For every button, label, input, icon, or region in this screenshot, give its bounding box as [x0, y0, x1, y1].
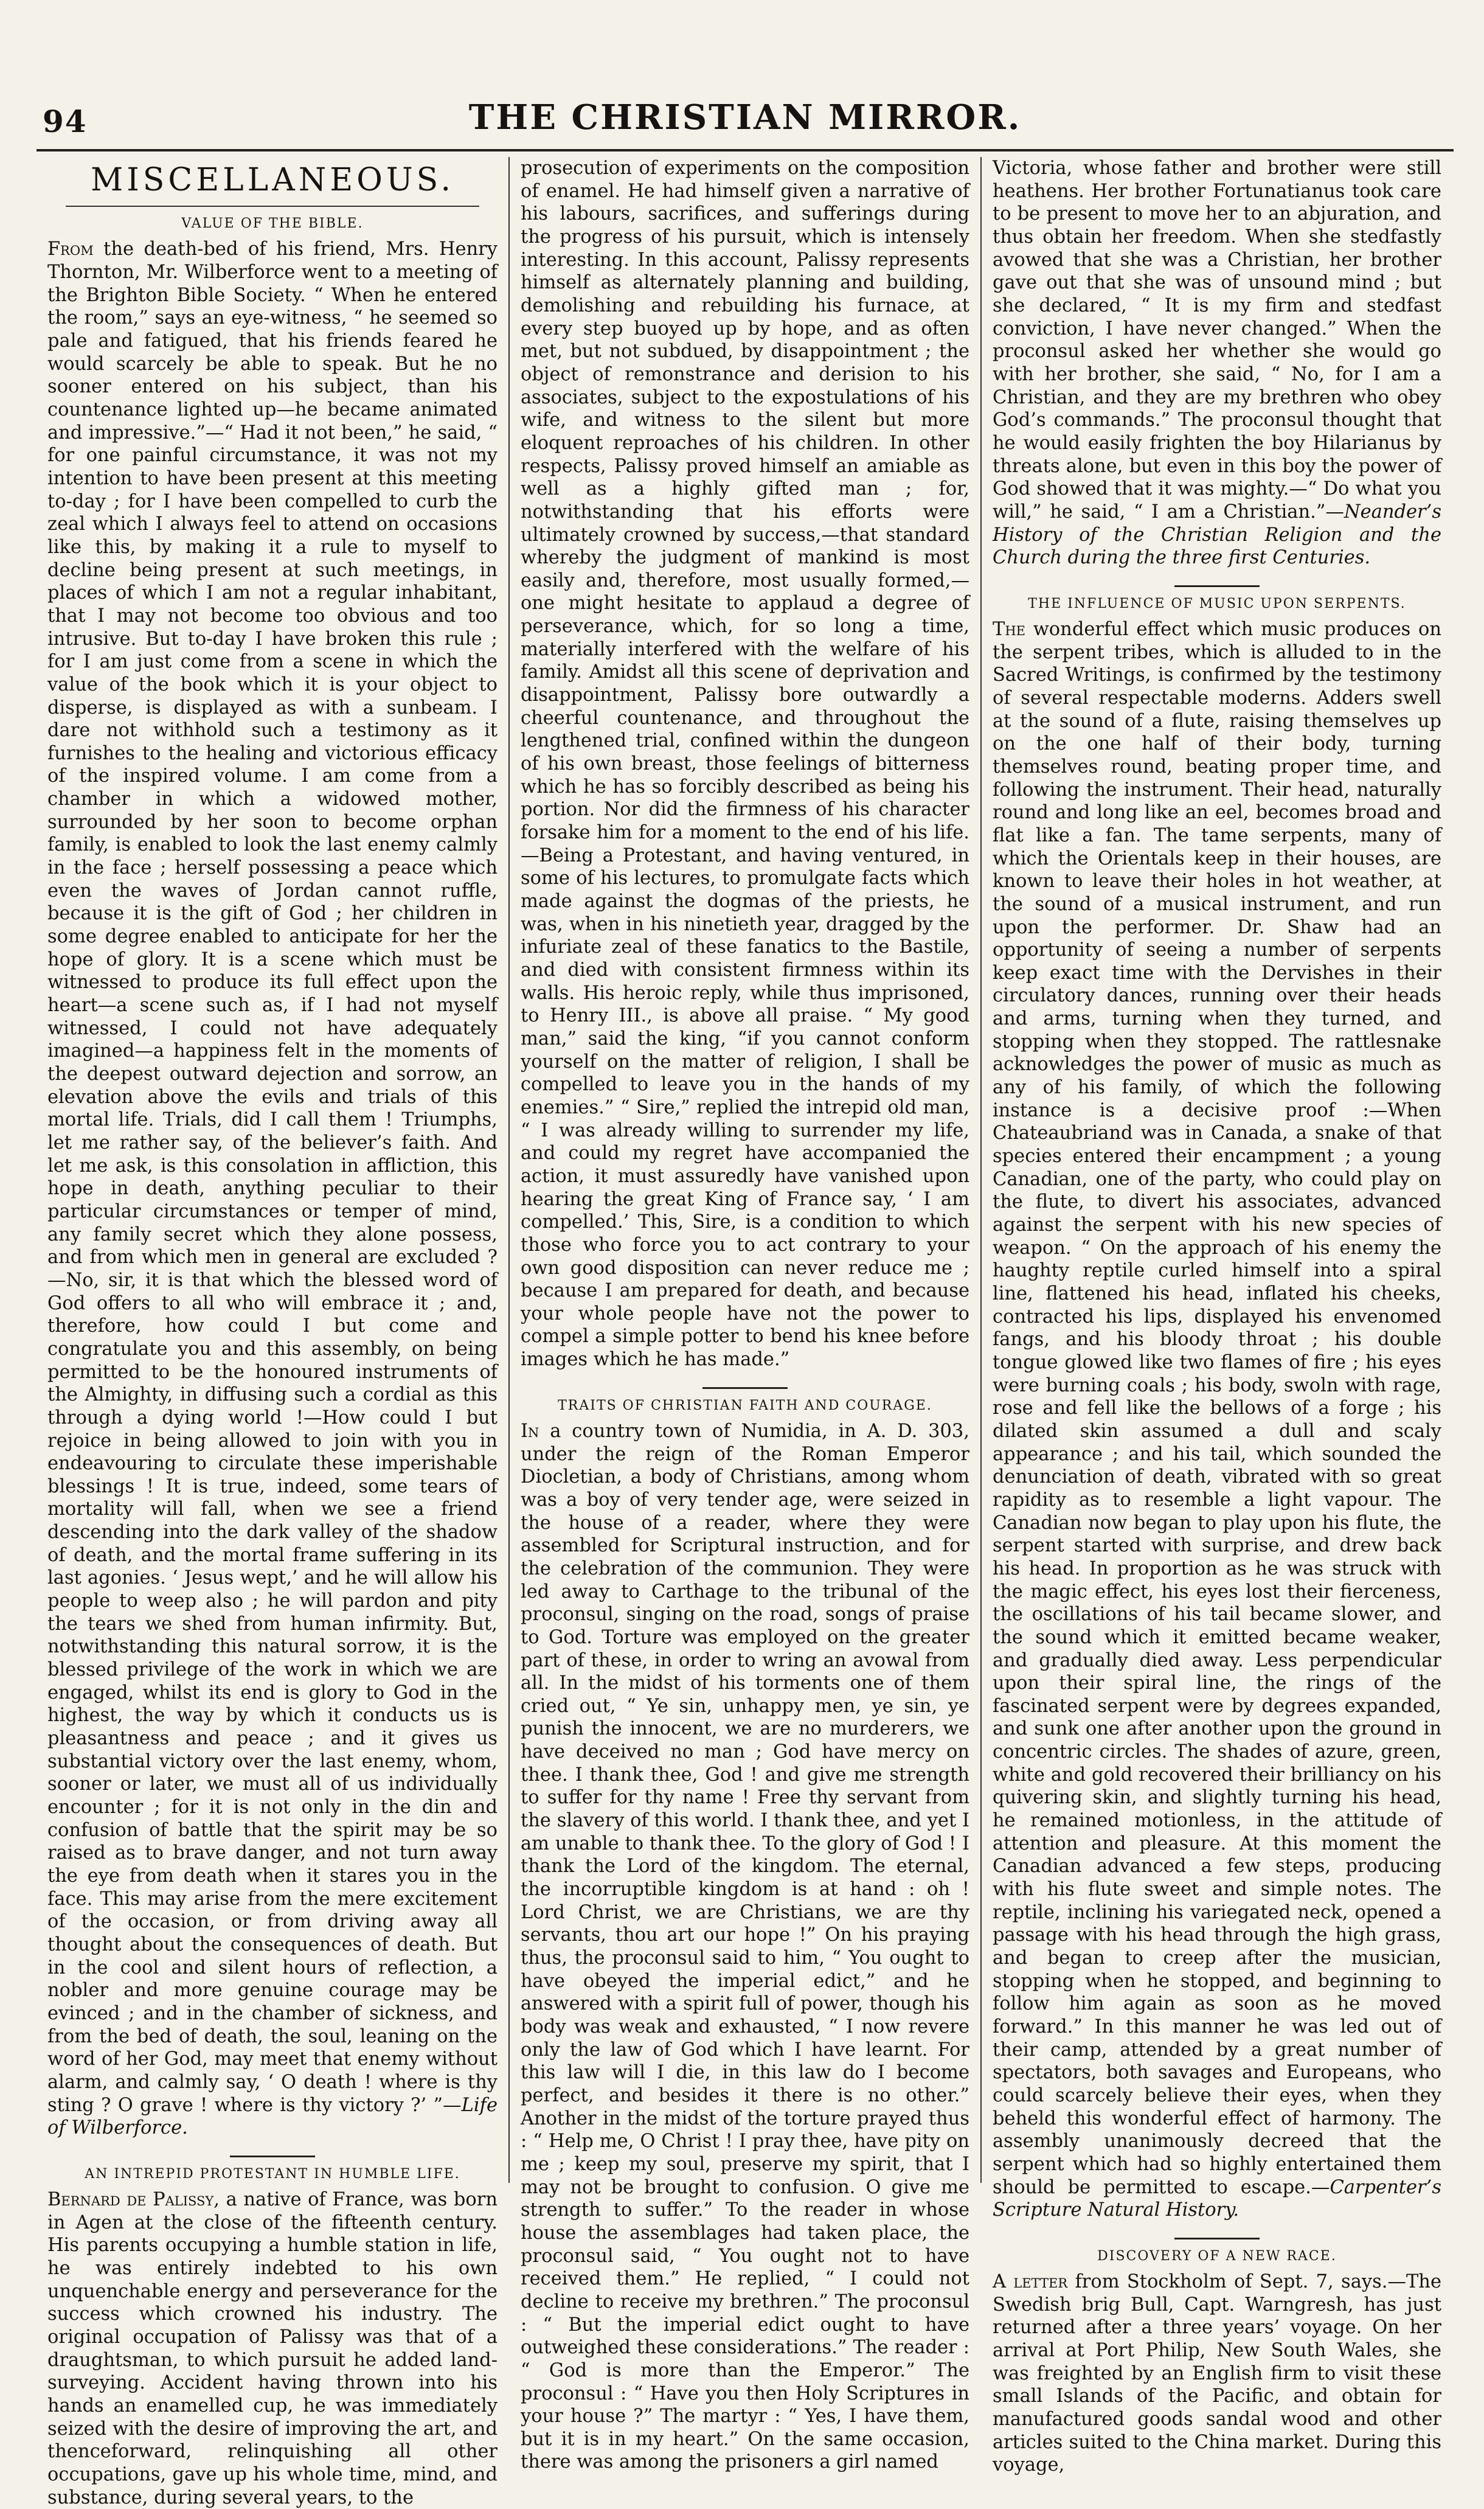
page-number: 94: [43, 103, 88, 139]
article-body-intrepid-protestant: [47, 2188, 498, 2509]
section-rule: [66, 206, 479, 207]
article-title-traits-of-faith: TRAITS OF CHRISTIAN FAITH AND COURAGE.: [558, 1397, 932, 1413]
article-body-traits-of-faith: [521, 1420, 969, 2474]
column-1: [36, 157, 508, 2508]
article-opening: From: [47, 238, 94, 260]
article-divider: [702, 1387, 788, 1389]
column-2: [508, 157, 980, 2473]
newspaper-columns: [36, 157, 1454, 2508]
page-header: [36, 91, 1454, 146]
article-body-value-of-bible: [47, 238, 498, 2139]
article-opening: The: [993, 618, 1025, 640]
article-text: a native of France, was born in Agen at the close of the fifteenth century. His parents occupying a humble station in life, he was entirely indebted to his own unquenchable energy and perseverance for the success which crowned his industry. The original occupation of Palissy was that of a draughtsman, to which pursuit he added land-surveying. Accident having thrown into his hands an enamelled cup, he was immediately seized with the desire of improving the art, and thenceforward, relinquishing all other occupations, gave up his whole time, mind, and substance, during several years, to the: [47, 2189, 498, 2508]
header-rule: [36, 149, 1454, 151]
article-continued-palissy: prosecution of experiments on the composition of enamel. He had himself given a narrative of his labours, sacrifices, and sufferings during the progress of his pursuit, which is intensely interesting. In this account, Palissy represents himself as alternately planning and building, demolishing and rebuilding his furnace, at every step buoyed up by hope, and as often met, but not subdued, by disappointment ; the object of remonstrance and derision to his associates, subject to the expostulations of his wife, and witness to the silent but more eloquent reproaches of his children. In other respects, Palissy proved himself an amiable as well as a highly gifted man ; for, notwithstanding that his efforts were ultimately crowned by success,—that standard whereby the judgment of mankind is most easily and, therefore, most usually formed,—one might hesitate to applaud a degree of perseverance, which, for so long a time, materially interfered with the welfare of his family. Amidst all this scene of deprivation and disappointment, Palissy bore outwardly a cheerful countenance, and throughout the lengthened trial, confined within the dungeon of his own breast, those feelings of bitterness which he has so forcibly described as being his portion. Nor did the firmness of his character forsake him for a moment to the end of his life.—Being a Protestant, and having ventured, in some of his lectures, to promulgate facts which made against the dogmas of the priests, he was, when in his ninetieth year, dragged by the infuriate zeal of these fanatics to the Bastile, and died with consistent firmness within its walls. His heroic reply, while thus imprisoned, to Henry III., is above all praise. “ My good man,” said the king, “if you cannot conform yourself on the matter of religion, I shall be compelled to leave you in the hands of my enemies.” “ Sire,” replied the intrepid old man, “ I was already willing to surrender my life, and could my regret have accompanied the action, it must assuredly have vanished upon hearing the great King of France say, ‘ I am compelled.’ This, Sire, is a condition to which those who force you to act contrary to your own good disposition can never reduce me ; because I am prepared for death, and because your whole people have not the power to compel a simple potter to bend his knee before images which he has made.”: [521, 158, 969, 1371]
running-title: THE CHRISTIAN MIRROR.: [468, 97, 1022, 137]
article-opening: In: [521, 1420, 539, 1442]
article-opening: A letter: [993, 2271, 1068, 2293]
article-text: from Stockholm of Sept. 7, says.—The Swedish brig Bull, Capt. Warngresh, has just returned after a three years’ voyage. On her arrival at Port Philip, New South Wales, she was freighted by an English firm to visit these small Islands of the Pacific, and obtain for manufactured goods sandal wood and other articles suited to the China market. During this voyage,: [993, 2271, 1442, 2476]
article-body-music-serpents: [993, 618, 1441, 2222]
article-title-music-serpents: THE INFLUENCE OF MUSIC UPON SERPENTS.: [1028, 596, 1406, 611]
article-title-intrepid-protestant: AN INTREPID PROTESTANT IN HUMBLE LIFE.: [85, 2166, 460, 2182]
article-attribution: Neander’s History of the Christian Religion and the Church during the three first Centuries.: [993, 501, 1441, 569]
article-text: Victoria, whose father and brother were still heathens. Her brother Fortunatianus took care to be present to move her to an abjuration, and thus obtain her freedom. When she stedfastly avowed that she was a Christian, her brother gave out that she was of unsound mind ; but she declared, “ It is my firm and stedfast conviction, I have never changed.” When the proconsul asked her whether she would go with her brother, she said, “ No, for I am a Christian, and they are my brethren who obey God’s commands.” The proconsul thought that he would easily frighten the boy Hilarianus by threats alone, but even in this boy the power of God showed that it was mighty.—“ Do what you will,” he said, “ I am a Christian.”—: [993, 158, 1441, 523]
article-text: a country town of Numidia, in A. D. 303, under the reign of the Roman Emperor Diocletian, a body of Christians, among whom was a boy of very tender age, were seized in the house of a reader, where they were assembled for Scriptural instruction, and for the celebration of the communion. They were led away to Carthage to the tribunal of the proconsul, singing on the road, songs of praise to God. Torture was employed on the greater part of these, in order to wring an avowal from all. In the midst of his torments one of them cried out, “ Ye sin, unhappy men, ye sin, ye punish the innocent, we are no murderers, we have deceived no man ; God have mercy on thee. I thank thee, God ! and give me strength to suffer for thy name ! Free thy servant from the slavery of this world. I thank thee, and yet I am unable to thank thee. To the glory of God ! I thank the Lord of the kingdom. The eternal, the incorruptible kingdom is at hand : oh ! Lord Christ, we are Christians, we are thy servants, thou art our hope !” On his praying thus, the proconsul said to him, “ You ought to have obeyed the imperial edict,” and he answered with a spirit full of power, though his body was weak and exhausted, “ I now revere only the law of God which I have learnt. For this law will I die, in this law do I become perfect, and besides it there is no other.” Another in the midst of the torture prayed thus : “ Help me, O Christ ! I pray thee, have pity on me ; keep my soul, preserve my spirit, that I may not be brought to confusion. O give me strength to suffer.” To the reader in whose house the assemblages had taken place, the proconsul said, “ You ought not to have received them.” He replied, “ I could not decline to receive my brethren.” The proconsul : “ But the imperial edict ought to have outweighed these considerations.” The reader : “ God is more than the Emperor.” The proconsul : “ Have you then Holy Scriptures in your house ?” The martyr : “ Yes, I have them, but it is in my heart.” On the same occasion, there was among the prisoners a girl named: [521, 1420, 969, 2473]
article-text: wonderful effect which music produces on the serpent tribes, which is alluded to in the Sacred Writings, is confirmed by the testimony of several respectable moderns. Adders swell at the sound of a flute, raising themselves up on the one half of their body, turning themselves round, beating proper time, and following the instrument. Their head, naturally round and long like an eel, becomes broad and flat like a fan. The tame serpents, many of which the Orientals keep in their houses, are known to leave their holes in hot weather, at the sound of a musical instrument, and run upon the performer. Dr. Shaw had an opportunity of seeing a number of serpents keep exact time with the Dervishes in their circulatory dances, running over their heads and arms, turning when they turned, and stopping when they stopped. The rattlesnake acknowledges the power of music as much as any of his family, of which the following instance is a decisive proof :—When Chateaubriand was in Canada, a snake of that species entered their encampment ; a young Canadian, one of the party, who could play on the flute, to divert his associates, advanced against the serpent with his new species of weapon. “ On the approach of his enemy the haughty reptile curled himself into a spiral line, flattened his head, inflated his cheeks, contracted his lips, displayed his envenomed fangs, and his bloody throat ; his double tongue glowed like two flames of fire ; his eyes were burning coals ; his body, swoln with rage, rose and fell like the bellows of a forge ; his dilated skin assumed a dull and scaly appearance ; and his tail, which sounded the denunciation of death, vibrated with so great rapidity as to resemble a light vapour. The Canadian now began to play upon his flute, the serpent started with surprise, and drew back his head. In proportion as he was struck with the magic effect, his eyes lost their fierceness, the oscillations of his tail became slower, and the sound which it emitted became weaker, and gradually died away. Less perpendicular upon their spiral line, the rings of the fascinated serpent were by degrees expanded, and sunk one after another upon the ground in concentric circles. The shades of azure, green, white and gold recovered their brilliancy on his quivering skin, and slightly turning his head, he remained motionless, in the attitude of attention and pleasure. At this moment the Canadian advanced a few steps, producing with his flute sweet and simple notes. The reptile, inclining his variegated neck, opened a passage with his head through the high grass, and began to creep after the musician, stopping when he stopped, and beginning to follow him again as soon as he moved forward.” In this manner he was led out of their camp, attended by a great number of spectators, both savages and Europeans, who could scarcely believe their eyes, when they beheld this wonderful effect of harmony. The assembly unanimously decreed that the serpent which had so highly entertained them should be permitted to escape.—: [993, 618, 1441, 2198]
article-attribution: Carpenter’s Scripture Natural History.: [993, 2176, 1441, 2221]
article-text: the death-bed of his friend, Mrs. Henry Thornton, Mr. Wilberforce went to a meeting of the Brighton Bible Society. “ When he entered the room,” says an eye-witness, “ he seemed so pale and fatigued, that his friends feared he would scarcely be able to speak. But he no sooner entered on his subject, than his countenance lighted up—he became animated and impressive.”—“ Had it not been,” he said, “ for one painful circumstance, it was not my intention to have been present at this meeting to-day ; for I have been compelled to curb the zeal which I always feel to attend on occasions like this, by making it a rule to myself to decline being present at such meetings, in places of which I am not a regular inhabitant, that I may not become too obvious and too intrusive. But to-day I have broken this rule ; for I am just come from a scene in which the value of the book which it is your object to disperse, is displayed as with a sunbeam. I dare not withhold such a testimony as it furnishes to the healing and victorious efficacy of the inspired volume. I am come from a chamber in which a widowed mother, surrounded by her soon to become orphan family, is enabled to look the last enemy calmly in the face ; herself possessing a peace which even the waves of Jordan cannot ruffle, because it is the gift of God ; her children in some degree enabled to anticipate for her the hope of glory. It is a scene which must be witnessed to produce its full effect upon the heart—a scene such as, if I had not myself witnessed, I could not have adequately imagined—a happiness felt in the moments of the deepest outward dejection and sorrow, an elevation above the evils and trials of this mortal life. Trials, did I call them ! Triumphs, let me rather say, of the believer’s faith. And let me ask, is this consolation in affliction, this hope in death, anything peculiar to their particular circumstances or temper of mind, any family secret which they alone possess, and from which men in general are excluded ?—No, sir, it is that which the blessed word of God offers to all who will embrace it ; and, therefore, how could I but come and congratulate you and this assembly, on being permitted to be the honoured instruments of the Almighty, in diffusing such a cordial as this through a dying world !—How could I but rejoice in being allowed to join with you in endeavouring to circulate these imperishable blessings ! It is true, indeed, some tears of mortality will fall, when we see a friend descending into the dark valley of the shadow of death, and the mortal frame suffering in its last agonies. ‘ Jesus wept,’ and he will allow his people to weep also ; he will pardon and pity the tears we shed from human infirmity. But, notwithstanding this natural sorrow, it is the blessed privilege of the work in which we are engaged, whilst its end is glory to God in the highest, the way by which it conducts us is pleasantness and peace ; and it gives us substantial victory over the last enemy, whom, sooner or later, we must all of us individually encounter ; for it is not only in the din and confusion of battle that the spirit may be so raised as to brave danger, and not turn away the eye from death when it stares you in the face. This may arise from the mere excitement of the occasion, or from driving away all thought about the consequences of death. But in the cool and silent hours of reflection, a nobler and more genuine courage may be evinced ; and in the chamber of sickness, and from the bed of death, the soul, leaning on the word of her God, may meet that enemy without alarm, and calmly say, ‘ O death ! where is thy sting ? O grave ! where is thy victory ?’ ”—: [47, 238, 498, 2116]
article-opening: Bernard de Palissy,: [47, 2189, 220, 2210]
article-title-new-race: DISCOVERY OF A NEW RACE.: [1097, 2248, 1337, 2264]
article-attribution: Life of Wilberforce.: [47, 2094, 498, 2139]
article-divider: [1174, 585, 1260, 587]
article-divider: [230, 2156, 315, 2157]
article-body-new-race: [993, 2271, 1441, 2477]
article-title-value-of-bible: VALUE OF THE BIBLE.: [181, 216, 364, 232]
article-continued-traits: [993, 157, 1441, 569]
article-divider: [1174, 2238, 1260, 2239]
column-3: [980, 157, 1452, 2476]
section-heading: MISCELLANEOUS.: [91, 162, 454, 198]
